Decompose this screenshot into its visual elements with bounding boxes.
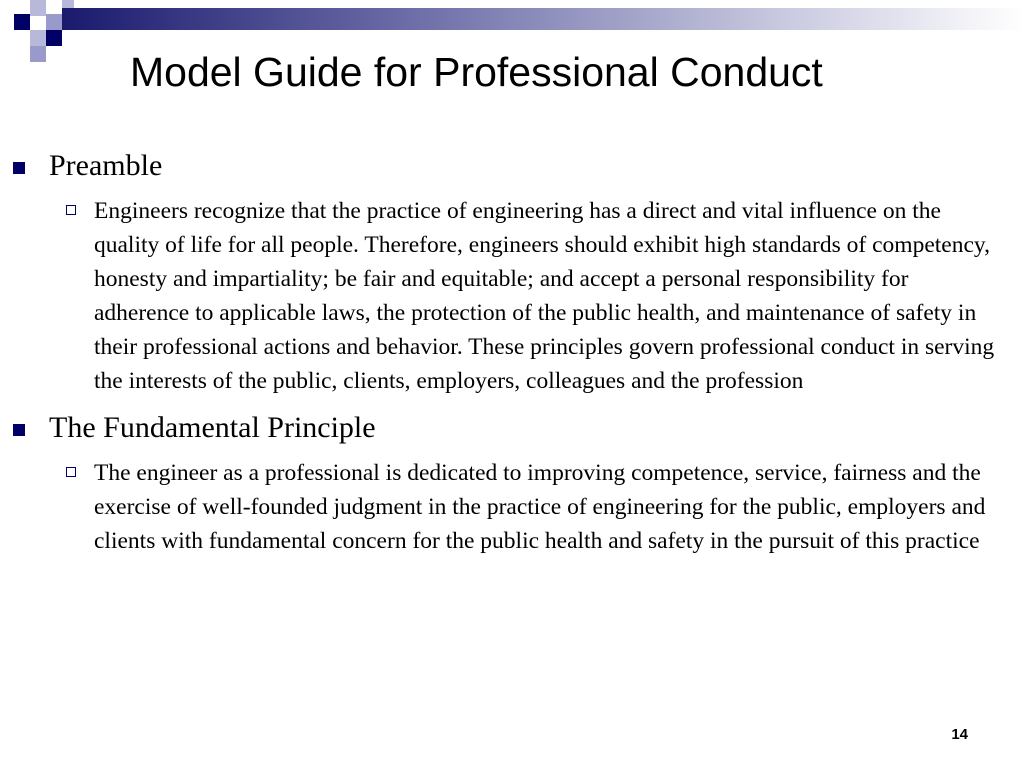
- slide-title: Model Guide for Professional Conduct: [130, 49, 823, 95]
- bullet-level2: [94, 194, 1009, 398]
- page-number: 14: [951, 726, 968, 743]
- slide-body: [0, 146, 1024, 558]
- header-square-light: [30, 46, 46, 62]
- header-gradient-band: [62, 8, 1024, 30]
- header-square-navy: [46, 30, 62, 46]
- header-square-light: [62, 0, 74, 8]
- hollow-square-bullet-icon: [66, 205, 76, 215]
- header-square-navy: [14, 14, 30, 30]
- section-heading: Preamble: [49, 149, 163, 182]
- header-square-light: [30, 0, 46, 16]
- square-bullet-icon: [13, 162, 25, 174]
- bullet-level1: [0, 408, 1024, 448]
- square-bullet-icon: [13, 424, 25, 436]
- section-preamble: [0, 146, 1024, 398]
- section-text: The engineer as a professional is dedicated to improving competence, service, fairness and the exercise of well-founded judgment in the practice of engineering for the public, employers and clients with fundamental concern for the public health and safety in the pursuit of this practice: [94, 460, 986, 554]
- section-text: Engineers recognize that the practice of engineering has a direct and vital influence on the quality of life for all people. Therefore, engineers should exhibit high standards of competency, honesty and impartiality; be fair and equitable; and accept a personal responsibility for adherence to applicable laws, the protection of the public health, and maintenance of safety in their professional actions and behavior. These principles govern professional conduct in serving the interests of the public, clients, employers, colleagues and the profession: [94, 198, 995, 394]
- section-heading: The Fundamental Principle: [49, 411, 376, 444]
- header-square-light: [46, 14, 62, 30]
- header-square-light: [30, 30, 46, 46]
- bullet-level2: [94, 456, 1009, 558]
- hollow-square-bullet-icon: [66, 467, 76, 477]
- bullet-level1: [0, 146, 1024, 186]
- section-fundamental-principle: [0, 408, 1024, 558]
